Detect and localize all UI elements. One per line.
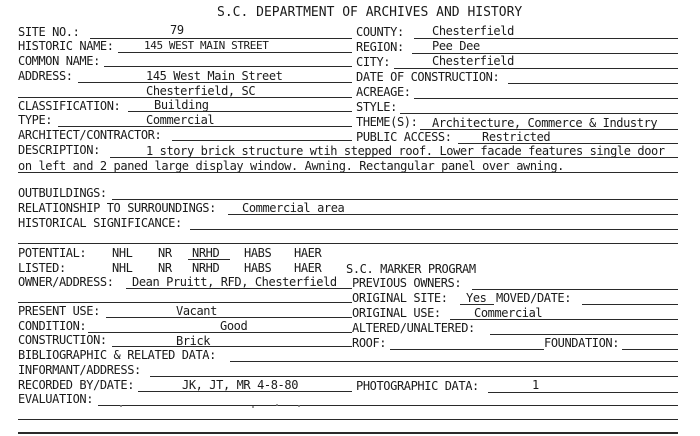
potential-nr: NR [158, 246, 172, 260]
site-no-label: SITE NO.: [18, 25, 80, 39]
listed-nrhd: NRHD [192, 261, 220, 275]
city-label: CITY: [356, 55, 391, 69]
public-access-label: PUBLIC ACCESS: [356, 130, 452, 144]
public-access-value: Restricted [482, 130, 551, 144]
potential-nhl: NHL [112, 246, 133, 260]
photographic-value: 1 [532, 378, 539, 392]
form-bottom-rule [18, 432, 678, 434]
historic-name-label: HISTORIC NAME: [18, 39, 114, 53]
type-label: TYPE: [18, 113, 53, 127]
evaluation-line-2 [18, 419, 678, 420]
date-construction-label: DATE OF CONSTRUCTION: [356, 70, 500, 84]
significance-line-2 [18, 243, 678, 244]
owner-value: Dean Pruitt, RFD, Chesterfield [132, 275, 337, 289]
construction-value: Brick [176, 334, 211, 348]
common-name-label: COMMON NAME: [18, 54, 100, 68]
condition-label: CONDITION: [18, 319, 87, 333]
roof-label: ROOF: [352, 336, 387, 350]
style-label: STYLE: [356, 100, 397, 114]
significance-label: HISTORICAL SIGNIFICANCE: [18, 216, 182, 230]
themes-value: Architecture, Commerce & Industry [432, 116, 658, 130]
bibliographic-line [230, 361, 678, 362]
classification-value: Building [154, 98, 209, 112]
historic-name-line [118, 52, 352, 53]
description-line-2 [18, 172, 678, 173]
marker-program-label: S.C. MARKER PROGRAM [346, 262, 476, 276]
foundation-line [622, 349, 678, 350]
original-site-label: ORIGINAL SITE: [352, 291, 448, 305]
original-site-value: Yes [466, 291, 487, 305]
date-construction-line [508, 83, 678, 84]
altered-label: ALTERED/UNALTERED: [352, 321, 475, 335]
address-line1-value: 145 West Main Street [146, 69, 283, 83]
scan-speck [298, 405, 300, 407]
significance-line [190, 229, 678, 230]
relationship-line [228, 214, 678, 215]
potential-nrhd: NRHD [192, 246, 220, 260]
relationship-value: Commercial area [242, 201, 345, 215]
condition-line [88, 332, 352, 333]
region-value: Pee Dee [432, 39, 480, 53]
potential-habs: HABS [244, 246, 272, 260]
address-line-1 [78, 82, 352, 83]
construction-line [112, 346, 352, 347]
previous-owners-line [472, 289, 678, 290]
description-label: DESCRIPTION: [18, 143, 100, 157]
outbuildings-label: OUTBUILDINGS: [18, 186, 107, 200]
potential-label: POTENTIAL: [18, 246, 87, 260]
present-use-line [106, 317, 352, 318]
listed-haer: HAER [294, 261, 322, 275]
type-value: Commercial [146, 113, 215, 127]
original-use-label: ORIGINAL USE: [352, 306, 441, 320]
acreage-line [414, 98, 678, 99]
city-value: Chesterfield [432, 54, 514, 68]
themes-label: THEME(S): [356, 115, 418, 129]
moved-date-line [582, 304, 678, 305]
classification-line [128, 111, 352, 112]
original-use-line [450, 319, 678, 320]
county-label: COUNTY: [356, 25, 404, 39]
site-no-value: 79 [170, 23, 184, 37]
scan-speck [276, 404, 278, 406]
description-line1-value: 1 story brick structure wtih stepped roof. Lower facade features single door [146, 144, 665, 158]
owner-line-2 [18, 302, 352, 303]
recorded-by-line [138, 391, 352, 392]
county-value: Chesterfield [432, 24, 514, 38]
outbuildings-line [112, 199, 678, 200]
owner-line [126, 288, 352, 289]
common-name-line [104, 66, 352, 67]
owner-label: OWNER/ADDRESS: [18, 275, 114, 289]
original-site-line [460, 304, 494, 305]
potential-haer: HAER [294, 246, 322, 260]
informant-label: INFORMANT/ADDRESS: [18, 363, 141, 377]
description-line-1 [110, 157, 678, 158]
moved-date-label: MOVED/DATE: [496, 291, 572, 305]
evaluation-line [98, 405, 678, 406]
architect-label: ARCHITECT/CONTRACTOR: [18, 128, 162, 142]
style-line [400, 113, 678, 114]
description-line2-value: on left and 2 paned large display window. Awning. Rectangular panel over awning. [18, 159, 564, 173]
historic-name-value: 145 WEST MAIN STREET [144, 39, 269, 52]
photographic-label: PHOTOGRAPHIC DATA: [356, 379, 479, 393]
photographic-line [488, 392, 678, 393]
informant-line [150, 376, 678, 377]
city-line [394, 68, 678, 69]
listed-habs: HABS [244, 261, 272, 275]
bibliographic-label: BIBLIOGRAPHIC & RELATED DATA: [18, 348, 216, 362]
previous-owners-label: PREVIOUS OWNERS: [352, 276, 462, 290]
recorded-by-label: RECORDED BY/DATE: [18, 378, 135, 392]
address-label: ADDRESS: [18, 69, 73, 83]
listed-nhl: NHL [112, 261, 133, 275]
acreage-label: ACREAGE: [356, 85, 411, 99]
evaluation-label: EVALUATION: [18, 392, 94, 406]
address-line2-value: Chesterfield, SC [146, 84, 256, 98]
foundation-label: FOUNDATION: [544, 336, 620, 350]
listed-label: LISTED: [18, 261, 66, 275]
original-use-value: Commercial [474, 306, 543, 320]
classification-label: CLASSIFICATION: [18, 99, 121, 113]
relationship-label: RELATIONSHIP TO SURROUNDINGS: [18, 201, 216, 215]
condition-value: Good [220, 319, 248, 333]
scan-speck [120, 405, 122, 407]
nrhd-underline [188, 259, 230, 260]
listed-nr: NR [158, 261, 172, 275]
present-use-value: Vacant [176, 304, 217, 318]
scan-speck [252, 406, 254, 408]
recorded-by-value: JK, JT, MR 4-8-80 [182, 378, 299, 392]
present-use-label: PRESENT USE: [18, 304, 100, 318]
form-title: S.C. DEPARTMENT OF ARCHIVES AND HISTORY [217, 5, 523, 20]
roof-line [390, 349, 544, 350]
construction-label: CONSTRUCTION: [18, 333, 107, 347]
architect-line [172, 140, 352, 141]
type-line [58, 126, 352, 127]
region-label: REGION: [356, 40, 404, 54]
altered-line [490, 334, 678, 335]
